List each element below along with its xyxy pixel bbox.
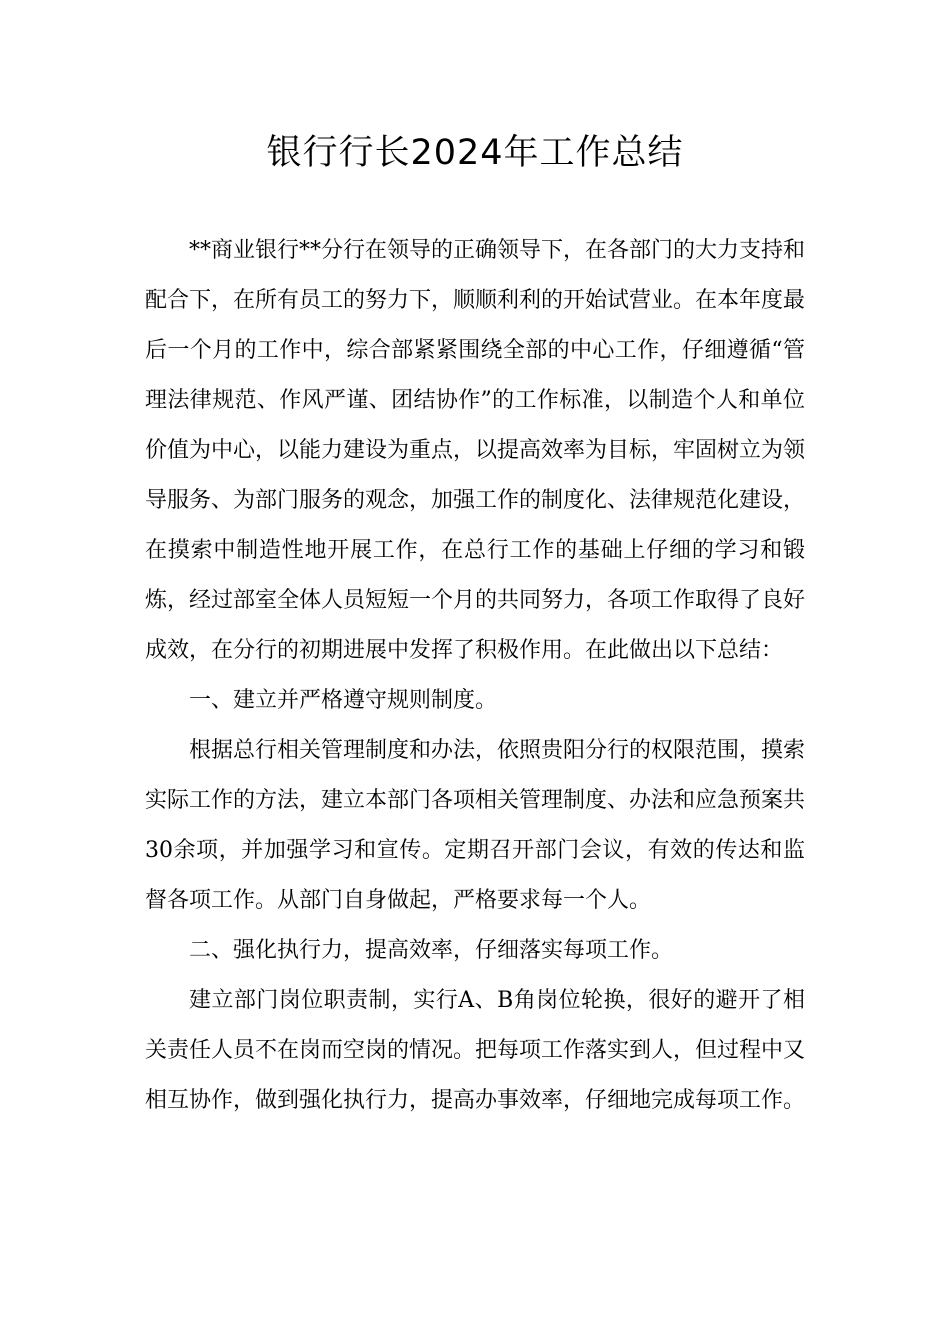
paragraph-intro: **商业银行**分行在领导的正确领导下，在各部门的大力支持和配合下，在所有员工的努力下，顺顺利利的开始试营业。在本年度最后一个月的工作中，综合部紧紧围绕全部的中心工作，仔细遵循“管理法律规范、作风严谨、团结协作”的工作标准，以制造个人和单位价值为中心，以能力建设为重点，以提高效率为目标，牢固树立为领导服务、为部门服务的观念，加强工作的制度化、法律规范化建设，在摸索中制造性地开展工作，在总行工作的基础上仔细的学习和锻炼，经过部室全体人员短短一个月的共同努力，各项工作取得了良好成效，在分行的初期进展中发挥了积极作用。在此做出以下总结： (145, 238, 806, 663)
document-title: 银行行长2024年工作总结 (266, 133, 684, 173)
section-heading-1: 一、建立并严格遵守规则制度。 (189, 688, 498, 713)
paragraph-section-1: 根据总行相关管理制度和办法，依照贵阳分行的权限范围，摸索实际工作的方法，建立本部门各项相关管理制度、办法和应急预案共30余项，并加强学习和宣传。定期召开部门会议，有效的传达和监督各项工作。从部门自身做起，严格要求每一个人。 (145, 738, 806, 913)
section-heading-2: 二、强化执行力，提高效率，仔细落实每项工作。 (189, 938, 674, 963)
paragraph-section-2: 建立部门岗位职责制，实行A、B角岗位轮换，很好的避开了相关责任人员不在岗而空岗的情况。把每项工作落实到人，但过程中又相互协作，做到强化执行力，提高办事效率，仔细地完成每项工作。 (145, 988, 806, 1113)
document-body (145, 226, 805, 1126)
